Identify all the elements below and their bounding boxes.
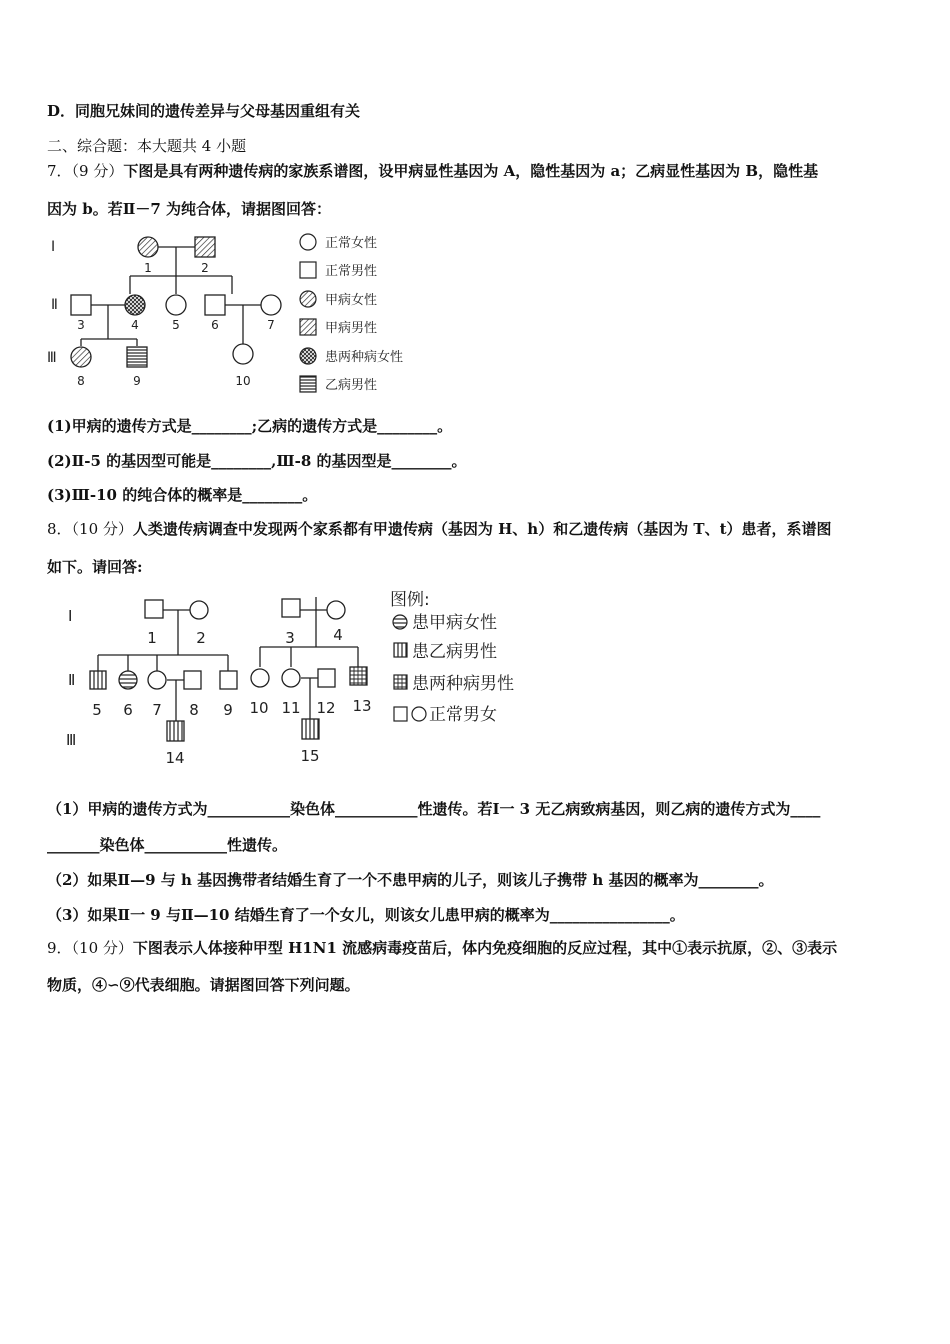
legend-label: 正常女性: [325, 236, 378, 251]
ii-5-yi-male: [90, 671, 106, 689]
q7-sub-1: (1)甲病的遗传方式是________;乙病的遗传方式是________。: [47, 417, 453, 435]
q7-line-2: 因为 b。若Ⅱ－7 为纯合体，请据图回答：: [47, 200, 332, 218]
legend-normal-female-symbol: [412, 707, 426, 721]
id-4: 4: [131, 318, 139, 332]
iii-15-yi-male: [302, 719, 319, 739]
id-9: 9: [223, 701, 233, 719]
legend-normal-male-symbol: [300, 262, 316, 278]
id-5: 5: [172, 318, 180, 332]
ii-3-male: [71, 295, 91, 315]
iii-8-affected-female: [71, 347, 91, 367]
legend-label: 患两种病男性: [412, 674, 514, 694]
id-12: 12: [316, 699, 336, 717]
q8-sub-3: （3）如果Ⅱ一 9 与Ⅱ—10 结婚生育了一个女儿，则该女儿患甲病的概率为________________。: [47, 906, 685, 924]
legend-yi-male-symbol: [300, 376, 316, 392]
legend-yi-male-symbol: [394, 643, 407, 657]
legend-jia-female-symbol: [300, 291, 316, 307]
id-10: 10: [235, 374, 251, 388]
gen-label-iii: Ⅲ: [66, 731, 77, 749]
legend-jia-female-symbol: [393, 615, 407, 629]
gen-label-iii: Ⅲ: [47, 350, 57, 366]
gen-label-i: Ⅰ: [68, 607, 73, 625]
ii-6-male: [205, 295, 225, 315]
ii-8-male: [184, 671, 201, 689]
legend-label: 患甲病女性: [412, 613, 497, 633]
q9-line-1: [47, 938, 837, 958]
i-3-male: [282, 599, 300, 617]
id-6: 6: [123, 701, 133, 719]
id-11: 11: [281, 699, 301, 717]
legend-label: 甲病男性: [325, 321, 378, 336]
legend-title: 图例:: [390, 590, 430, 610]
id-2: 2: [201, 261, 209, 275]
legend-normal-female-symbol: [300, 234, 316, 250]
q8-line-1: [47, 519, 832, 539]
id-7: 7: [267, 318, 275, 332]
legend-label: 乙病男性: [325, 378, 378, 393]
legend-normal-male-symbol: [394, 707, 407, 721]
q7-line-1: [47, 161, 818, 181]
q7-text-a: 下图是具有两种遗传病的家族系谱图，设甲病显性基因为 A，隐性基因为 a；乙病显性基因为 B，隐性基: [123, 162, 819, 180]
ii-6-jia-female: [119, 671, 137, 689]
q9-text-a: 下图表示人体接种甲型 H1N1 流感病毒疫苗后，体内免疫细胞的反应过程，其中①表示抗原，②、③表示: [132, 939, 838, 957]
id-4: 4: [333, 626, 343, 644]
i-1-male: [145, 600, 163, 618]
ii-10-female: [251, 669, 269, 687]
id-5: 5: [92, 701, 102, 719]
id-1: 1: [144, 261, 152, 275]
legend-label: 患两种病女性: [325, 350, 404, 365]
id-9: 9: [133, 374, 141, 388]
id-6: 6: [211, 318, 219, 332]
id-1: 1: [147, 629, 157, 647]
gen-label-i: Ⅰ: [51, 239, 56, 255]
legend-label: 甲病女性: [325, 293, 378, 308]
q8-sub-1b: _______染色体___________性遗传。: [47, 836, 288, 854]
q9-number: 9．（10 分）: [47, 939, 133, 957]
id-13: 13: [352, 697, 372, 715]
ii-7-female: [261, 295, 281, 315]
i-1-affected-female: [138, 237, 158, 257]
q7-sub-3: (3)Ⅲ-10 的纯合体的概率是________。: [47, 486, 318, 504]
id-3: 3: [77, 318, 85, 332]
id-15: 15: [300, 747, 320, 765]
ii-12-male: [318, 669, 335, 687]
i-4-female: [327, 601, 345, 619]
id-8: 8: [189, 701, 199, 719]
legend-label: 正常男性: [325, 264, 378, 279]
id-8: 8: [77, 374, 85, 388]
id-14: 14: [165, 749, 185, 767]
section-heading: 二、综合题：本大题共 4 小题: [47, 137, 247, 155]
ii-7-female: [148, 671, 166, 689]
q8-line-2: 如下。请回答:: [47, 558, 143, 576]
ii-11-female: [282, 669, 300, 687]
q8-sub-1a: （1）甲病的遗传方式为___________染色体___________性遗传。若Ⅰ一 3 无乙病致病基因，则乙病的遗传方式为____: [47, 800, 821, 818]
option-d: D．同胞兄妹间的遗传差异与父母基因重组有关: [47, 102, 361, 120]
i-2-female: [190, 601, 208, 619]
legend-label: 正常男女: [429, 705, 497, 725]
legend-jia-male-symbol: [300, 319, 316, 335]
gen-label-ii: Ⅱ: [68, 671, 76, 689]
q8-number: 8．（10 分）: [47, 520, 133, 538]
iii-14-yi-male: [167, 721, 184, 741]
q7-pedigree-figure: [45, 226, 435, 396]
ii-5-female: [166, 295, 186, 315]
legend-two-disease-male-symbol: [394, 675, 407, 689]
legend-label: 患乙病男性: [412, 642, 497, 662]
id-7: 7: [152, 701, 162, 719]
ii-4-two-disease-female: [125, 295, 145, 315]
q8-text-a: 人类遗传病调查中发现两个家系都有甲遗传病（基因为 H、h）和乙遗传病（基因为 T、t）患者，系谱图: [132, 520, 832, 538]
i-2-affected-male: [195, 237, 215, 257]
iii-10-female: [233, 344, 253, 364]
q8-sub-2: （2）如果Ⅱ—9 与 h 基因携带者结婚生育了一个不患甲病的儿子，则该儿子携带 h 基因的概率为________。: [47, 871, 774, 889]
q9-line-2: 物质，④∽⑨代表细胞。请据图回答下列问题。: [47, 976, 360, 994]
q7-number: 7．（9 分）: [47, 162, 124, 180]
iii-9-yi-male: [127, 347, 147, 367]
id-10: 10: [249, 699, 269, 717]
q8-pedigree-figure: [60, 585, 535, 770]
id-2: 2: [196, 629, 206, 647]
id-3: 3: [285, 629, 295, 647]
legend-two-disease-female-symbol: [300, 348, 316, 364]
gen-label-ii: Ⅱ: [51, 297, 58, 313]
ii-13-two-disease-male: [350, 667, 367, 685]
q7-sub-2: (2)Ⅱ-5 的基因型可能是________,Ⅲ-8 的基因型是________。: [47, 452, 467, 470]
ii-9-male: [220, 671, 237, 689]
